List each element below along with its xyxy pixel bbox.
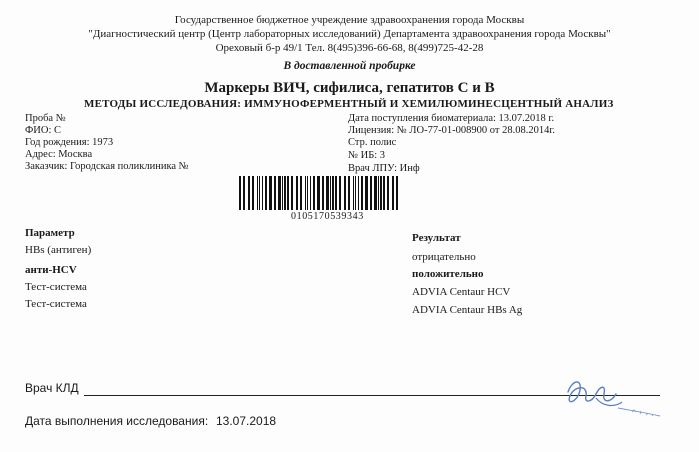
barcode-bar bbox=[262, 176, 263, 210]
barcode-bar bbox=[332, 176, 334, 210]
insurance-policy: Стр. полис bbox=[348, 137, 397, 148]
barcode-bar bbox=[274, 176, 276, 210]
result-test-system-1: ADVIA Centaur HCV bbox=[412, 286, 511, 298]
barcode-bar bbox=[348, 176, 350, 210]
barcode-bar bbox=[344, 176, 346, 210]
param-hbs: HBs (антиген) bbox=[25, 244, 92, 256]
org-address: Ореховый б-р 49/1 Тел. 8(495)396-66-68, 8(499)725-42-28 bbox=[215, 42, 484, 54]
barcode-bar bbox=[252, 176, 254, 210]
barcode-bar bbox=[257, 176, 258, 210]
param-test-system-1: Тест-система bbox=[25, 281, 87, 293]
barcode-bar bbox=[317, 176, 320, 210]
barcode-bar bbox=[278, 176, 281, 210]
barcode-bar bbox=[383, 176, 385, 210]
methods-subtitle: МЕТОДЫ ИССЛЕДОВАНИЯ: ИММУНОФЕРМЕНТНЫЙ И ХЕМИЛЮМИНЕСЦЕНТНЫЙ АНАЛИЗ bbox=[84, 98, 614, 110]
result-test-system-2: ADVIA Centaur HBs Ag bbox=[412, 304, 523, 316]
barcode-bar bbox=[365, 176, 368, 210]
patient-name: ФИО: С bbox=[25, 125, 62, 136]
barcode-bar bbox=[296, 176, 298, 210]
result-header: Результат bbox=[412, 232, 461, 244]
barcode-bar bbox=[374, 176, 377, 210]
result-hbs: отрицательно bbox=[412, 251, 476, 263]
sample-number: Проба № bbox=[25, 113, 66, 124]
barcode-bar bbox=[313, 176, 315, 210]
barcode-bar bbox=[259, 176, 260, 210]
license: Лицензия: № ЛО-77-01-008900 от 28.08.2014г. bbox=[348, 125, 556, 136]
barcode-bars bbox=[237, 176, 402, 210]
barcode-bar bbox=[287, 176, 289, 210]
case-number: № ИБ: 3 bbox=[348, 150, 386, 161]
barcode-bar bbox=[392, 176, 394, 210]
barcode-bar bbox=[358, 176, 359, 210]
barcode-bar bbox=[370, 176, 372, 210]
barcode-bar bbox=[339, 176, 341, 210]
barcode-bar bbox=[248, 176, 250, 210]
barcode-bar bbox=[239, 176, 241, 210]
barcode bbox=[237, 176, 402, 210]
barcode-bar bbox=[300, 176, 302, 210]
birth-year: Год рождения: 1973 bbox=[25, 137, 114, 148]
barcode-bar bbox=[310, 176, 311, 210]
barcode-bar bbox=[330, 176, 331, 210]
referring-doctor: Врач ЛПУ: Инф bbox=[348, 163, 420, 174]
barcode-bar bbox=[305, 176, 306, 210]
param-anti-hcv: анти-HCV bbox=[25, 264, 77, 276]
barcode-bar bbox=[361, 176, 363, 210]
barcode-bar bbox=[378, 176, 379, 210]
customer: Заказчик: Городская поликлиника № bbox=[25, 161, 189, 172]
barcode-bar bbox=[265, 176, 267, 210]
barcode-bar bbox=[326, 176, 329, 210]
completion-date-label: Дата выполнения исследования: bbox=[25, 414, 209, 428]
barcode-bar bbox=[335, 176, 337, 210]
result-anti-hcv: положительно bbox=[412, 268, 484, 280]
delivery-note: В доставленной пробирке bbox=[283, 60, 416, 72]
barcode-bar bbox=[322, 176, 324, 210]
barcode-number: 0105170539343 bbox=[291, 211, 364, 222]
doctor-label: Врач КЛД bbox=[25, 381, 79, 395]
received-date: Дата поступления биоматериала: 13.07.2018 г. bbox=[348, 113, 555, 124]
org-name: Государственное бюджетное учреждение здравоохранения города Москвы bbox=[174, 14, 525, 26]
barcode-bar bbox=[355, 176, 356, 210]
barcode-bar bbox=[353, 176, 354, 210]
patient-address: Адрес: Москва bbox=[25, 149, 93, 160]
param-test-system-2: Тест-система bbox=[25, 298, 87, 310]
document-title: Маркеры ВИЧ, сифилиса, гепатитов С и В bbox=[204, 80, 495, 96]
barcode-bar bbox=[243, 176, 245, 210]
completion-date-value: 13.07.2018 bbox=[216, 414, 277, 428]
doctor-signature bbox=[562, 372, 670, 422]
barcode-bar bbox=[269, 176, 272, 210]
barcode-bar bbox=[387, 176, 389, 210]
barcode-bar bbox=[291, 176, 293, 210]
org-subname: "Диагностический центр (Центр лабораторных исследований) Департамента здравоохранения города Москвы" bbox=[88, 28, 611, 40]
barcode-bar bbox=[282, 176, 283, 210]
param-header: Параметр bbox=[25, 227, 75, 239]
barcode-bar bbox=[396, 176, 398, 210]
barcode-bar bbox=[380, 176, 382, 210]
barcode-bar bbox=[284, 176, 286, 210]
barcode-bar bbox=[307, 176, 308, 210]
